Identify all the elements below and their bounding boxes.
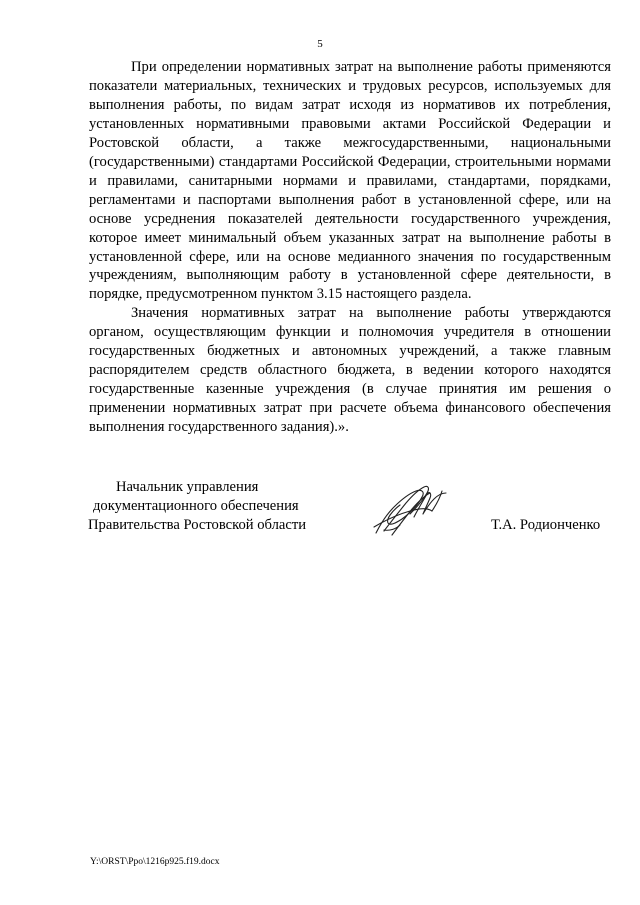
paragraph-normative-costs-determination: При определении нормативных затрат на выполнение работы применяются показатели материальных, технических и трудовых ресурсов, используемых для выполнения работы, по видам затрат исходя из нормативов их потребления, установленных нормативными правовыми актами Российской Федерации и Ростовской области, а также межгосударственными, национальными (государственными) стандартами Российской Федерации, строительными нормами и правилами, санитарными нормами и правилами, стандартами, порядками, регламентами и паспортами выполнения работ в установленной сфере, или на основе усреднения показателей деятельности государственного учреждения, которое имеет минимальный объем указанных затрат на выполнение работы в установленной сфере, или на основе медианного значения по государственным учреждениям, выполняющим работу в установленной сфере деятельности, в порядке, предусмотренном пунктом 3.15 настоящего раздела. [89,59,611,303]
position-line: Правительства Ростовской области [88,517,307,533]
page-number: 5 [317,38,323,50]
position-line: документационного обеспечения [93,498,299,514]
body-text [89,58,611,437]
position-line: Начальник управления [116,479,259,495]
handwritten-signature [370,481,456,539]
signatory-position [88,478,348,535]
signer-name: Т.А. Родионченко [491,517,601,533]
file-path-footer: Y:\ORST\Ppo\1216p925.f19.docx [90,857,220,867]
paragraph-normative-costs-approval: Значения нормативных затрат на выполнение работы утверждаются органом, осуществляющим функции и полномочия учредителя в отношении государственных бюджетных и автономных учреждений, а также главным распорядителем средств областного бюджета, в ведении которого находятся государственные казенные учреждения (в случае принятия им решения о применении нормативных затрат при расчете объема финансового обеспечения выполнения государственного задания).». [89,305,611,436]
